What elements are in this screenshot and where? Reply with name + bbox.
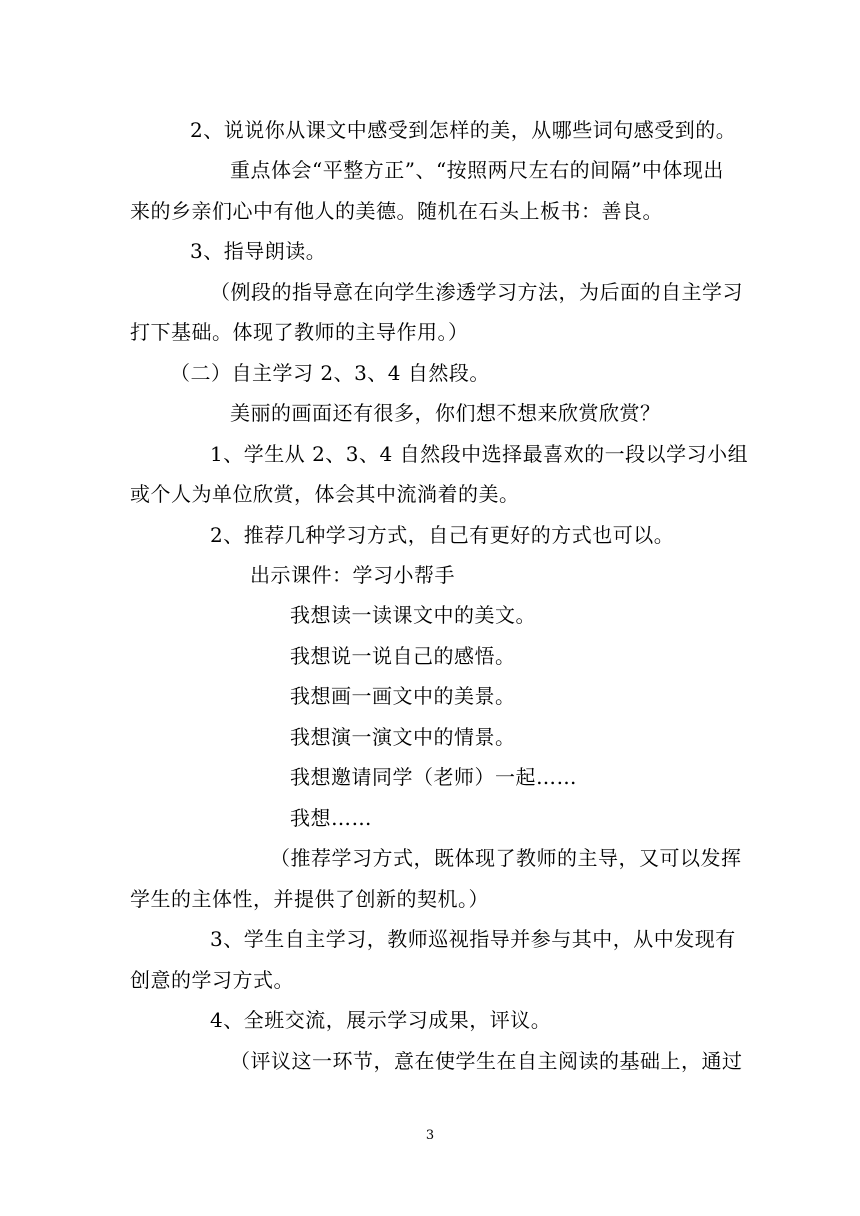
text-line: （评议这一环节，意在使学生在自主阅读的基础上，通过 xyxy=(230,1049,743,1073)
list-item: 我想读一读课文中的美文。 xyxy=(290,603,536,627)
text-line: 美丽的画面还有很多，你们想不想来欣赏欣赏？ xyxy=(230,401,661,425)
text-line: 学生的主体性，并提供了创新的契机。） xyxy=(130,887,489,911)
list-item: 我想…… xyxy=(290,806,372,830)
page-number: 3 xyxy=(425,1128,435,1143)
text-line: 来的乡亲们心中有他人的美德。随机在石头上板书：善良。 xyxy=(130,199,663,223)
text-line: （推荐学习方式，既体现了教师的主导，又可以发挥 xyxy=(270,846,742,870)
text-line: 1、学生从 2、3、4 自然段中选择最喜欢的一段以学习小组 xyxy=(210,442,749,466)
section-heading: （二）自主学习 2、3、4 自然段。 xyxy=(170,361,490,385)
list-item: 我想说一说自己的感悟。 xyxy=(290,644,516,668)
list-item: 我想画一画文中的美景。 xyxy=(290,684,516,708)
text-line: 3、指导朗读。 xyxy=(190,239,327,263)
list-item: 我想邀请同学（老师）一起…… xyxy=(290,765,577,789)
text-line: 重点体会“平整方正”、“按照两尺左右的间隔”中体现出 xyxy=(230,158,724,182)
text-line: 4、全班交流，展示学习成果，评议。 xyxy=(210,1008,552,1032)
text-line: 创意的学习方式。 xyxy=(130,968,294,992)
text-line: 或个人为单位欣赏，体会其中流淌着的美。 xyxy=(130,482,520,506)
text-line: （例段的指导意在向学生渗透学习方法，为后面的自主学习 xyxy=(210,280,743,304)
list-item: 我想演一演文中的情景。 xyxy=(290,725,516,749)
text-line: 出示课件：学习小帮手 xyxy=(250,563,455,587)
text-line: 2、说说你从课文中感受到怎样的美，从哪些词句感受到的。 xyxy=(190,118,737,142)
text-line: 打下基础。体现了教师的主导作用。） xyxy=(130,320,469,344)
text-line: 3、学生自主学习，教师巡视指导并参与其中，从中发现有 xyxy=(210,927,736,951)
text-line: 2、推荐几种学习方式，自己有更好的方式也可以。 xyxy=(210,523,675,547)
